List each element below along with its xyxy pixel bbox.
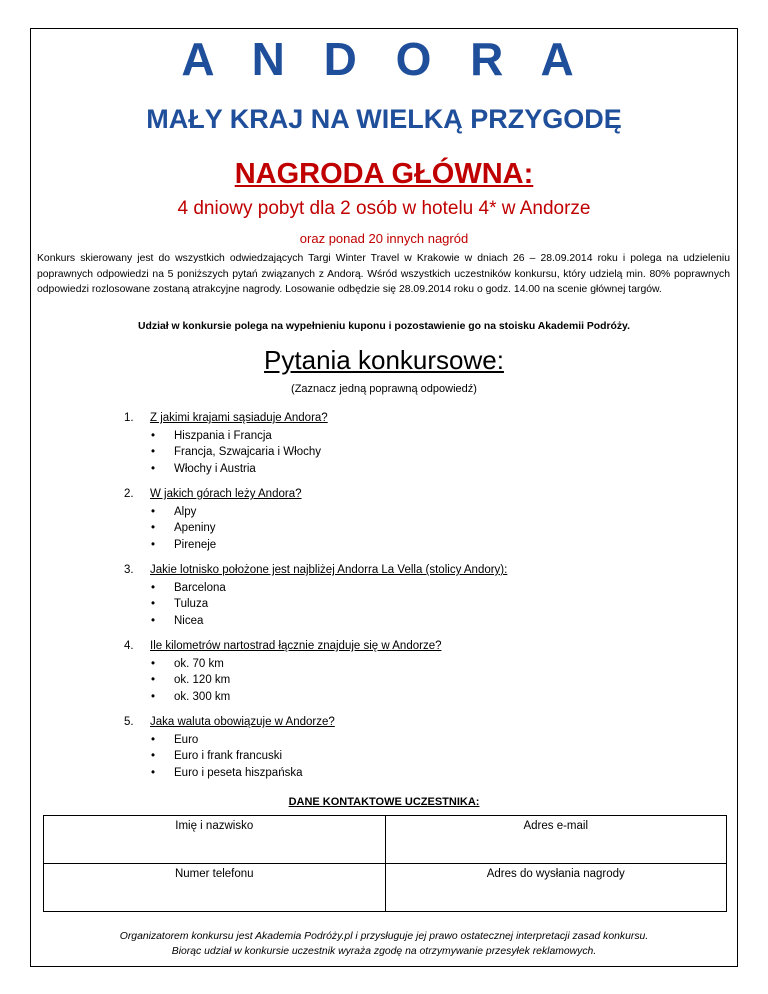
answer-list <box>148 504 216 553</box>
contest-rules-paragraph: Konkurs skierowany jest do wszystkich odwiedzających Targi Winter Travel w Krakowie w dniach 26 – 28.09.2014 roku i polega na udzieleniu poprawnych odpowiedzi na 5 poniższych pytań związanych z Andorą. Wśród wszystkich uczestników konkursu, który udzielą min. 80% poprawnych odpowiedzi rozlosowane zostaną atrakcyjne nagrody. Losowanie odbędzie się 28.09.2014 roku o godz. 14.00 na scenie głównej targów. <box>37 253 730 295</box>
contact-form-table <box>43 815 727 912</box>
bullet-icon: • <box>150 462 156 475</box>
answer-list <box>148 656 230 705</box>
question-number: 4. <box>124 640 134 652</box>
phone-field-label: Numer telefonu <box>174 868 254 880</box>
answer-label: Euro i frank francuski <box>174 750 283 763</box>
bullet-icon: • <box>150 446 156 459</box>
bullet-icon: • <box>150 734 156 746</box>
footer-note <box>0 929 768 959</box>
answer-option[interactable] <box>148 748 303 764</box>
address-field-label: Adres do wysłania nagrody <box>486 868 625 880</box>
question-text: Jaka waluta obowiązuje w Andorze? <box>150 716 335 728</box>
answer-option[interactable] <box>148 672 230 688</box>
answer-label: ok. 300 km <box>174 690 231 703</box>
answer-label: Tuluza <box>174 598 209 611</box>
question-text: Z jakimi krajami sąsiaduje Andora? <box>150 412 328 424</box>
answer-option[interactable] <box>148 580 226 596</box>
answer-option[interactable] <box>148 596 226 612</box>
answer-label: ok. 70 km <box>174 658 224 670</box>
question-text: Ile kilometrów nartostrad łącznie znajduje się w Andorze? <box>150 640 442 652</box>
email-field-label: Adres e-mail <box>523 820 589 832</box>
answer-option[interactable] <box>148 689 230 705</box>
answer-option[interactable] <box>148 613 226 629</box>
answer-option[interactable] <box>148 428 321 444</box>
email-field[interactable] <box>385 816 727 864</box>
prize-heading: NAGRODA GŁÓWNA: <box>234 158 534 190</box>
answer-label: Pireneje <box>174 538 217 551</box>
footer-line-2: Biorąc udział w konkursie uczestnik wyraża zgodę na otrzymywanie przesyłek reklamowych. <box>171 946 597 957</box>
questions-heading: Pytania konkursowe: <box>264 345 504 375</box>
answer-list <box>148 580 226 629</box>
bullet-icon: • <box>150 430 156 442</box>
page-title: A N D O R A <box>181 33 587 85</box>
bullet-icon: • <box>150 538 156 551</box>
main-prize-text: 4 dniowy pobyt dla 2 osób w hotelu 4* w Andorze <box>177 198 591 219</box>
answer-label: Euro <box>174 734 199 746</box>
contact-heading: DANE KONTAKTOWE UCZESTNIKA: <box>288 796 480 808</box>
question-text: W jakich górach leży Andora? <box>150 488 302 500</box>
answer-label: Hiszpania i Francja <box>174 430 272 442</box>
answer-option[interactable] <box>148 732 303 748</box>
question-text: Jakie lotnisko położone jest najbliżej Andorra La Vella (stolicy Andory): <box>150 564 508 576</box>
bullet-icon: • <box>150 674 156 687</box>
bullet-icon: • <box>150 658 156 670</box>
answer-list <box>148 428 321 477</box>
bullet-icon: • <box>150 614 156 627</box>
answer-option[interactable] <box>148 656 230 672</box>
name-field-label: Imię i nazwisko <box>175 820 254 832</box>
answer-option[interactable] <box>148 537 216 553</box>
answer-label: Barcelona <box>174 582 226 594</box>
name-field[interactable] <box>44 816 386 864</box>
phone-field[interactable] <box>44 864 386 912</box>
question-number: 1. <box>124 412 134 424</box>
answer-option[interactable] <box>148 504 216 520</box>
answer-label: Włochy i Austria <box>174 462 256 475</box>
question-number: 2. <box>124 488 134 500</box>
bullet-icon: • <box>150 750 156 763</box>
page-subtitle: MAŁY KRAJ NA WIELKĄ PRZYGODĘ <box>146 104 622 134</box>
answer-label: Apeniny <box>174 522 216 535</box>
other-prizes-text: oraz ponad 20 innych nagród <box>299 231 469 246</box>
address-field[interactable] <box>385 864 727 912</box>
bullet-icon: • <box>150 690 156 703</box>
answer-label: Alpy <box>174 506 197 518</box>
question-number: 3. <box>124 564 134 576</box>
bullet-icon: • <box>150 766 156 779</box>
answer-label: Francja, Szwajcaria i Włochy <box>174 446 321 459</box>
answer-label: Nicea <box>174 614 204 627</box>
answer-option[interactable] <box>148 765 303 781</box>
footer-line-1: Organizatorem konkursu jest Akademia Podróży.pl i przysługuje jej prawo ostatecznej interpretacji zasad konkursu. <box>119 931 649 942</box>
bullet-icon: • <box>150 522 156 535</box>
participation-note: Udział w konkursie polega na wypełnieniu kuponu i pozostawienie go na stoisku Akademii Podróży. <box>138 321 630 332</box>
bullet-icon: • <box>150 598 156 611</box>
answer-list <box>148 732 303 781</box>
bullet-icon: • <box>150 506 156 518</box>
answer-label: Euro i peseta hiszpańska <box>174 766 303 779</box>
answer-option[interactable] <box>148 520 216 536</box>
answer-option[interactable] <box>148 444 321 460</box>
question-number: 5. <box>124 716 134 728</box>
answer-label: ok. 120 km <box>174 674 231 687</box>
questions-instruction: (Zaznacz jedną poprawną odpowiedź) <box>291 383 477 395</box>
answer-option[interactable] <box>148 461 321 477</box>
bullet-icon: • <box>150 582 156 594</box>
